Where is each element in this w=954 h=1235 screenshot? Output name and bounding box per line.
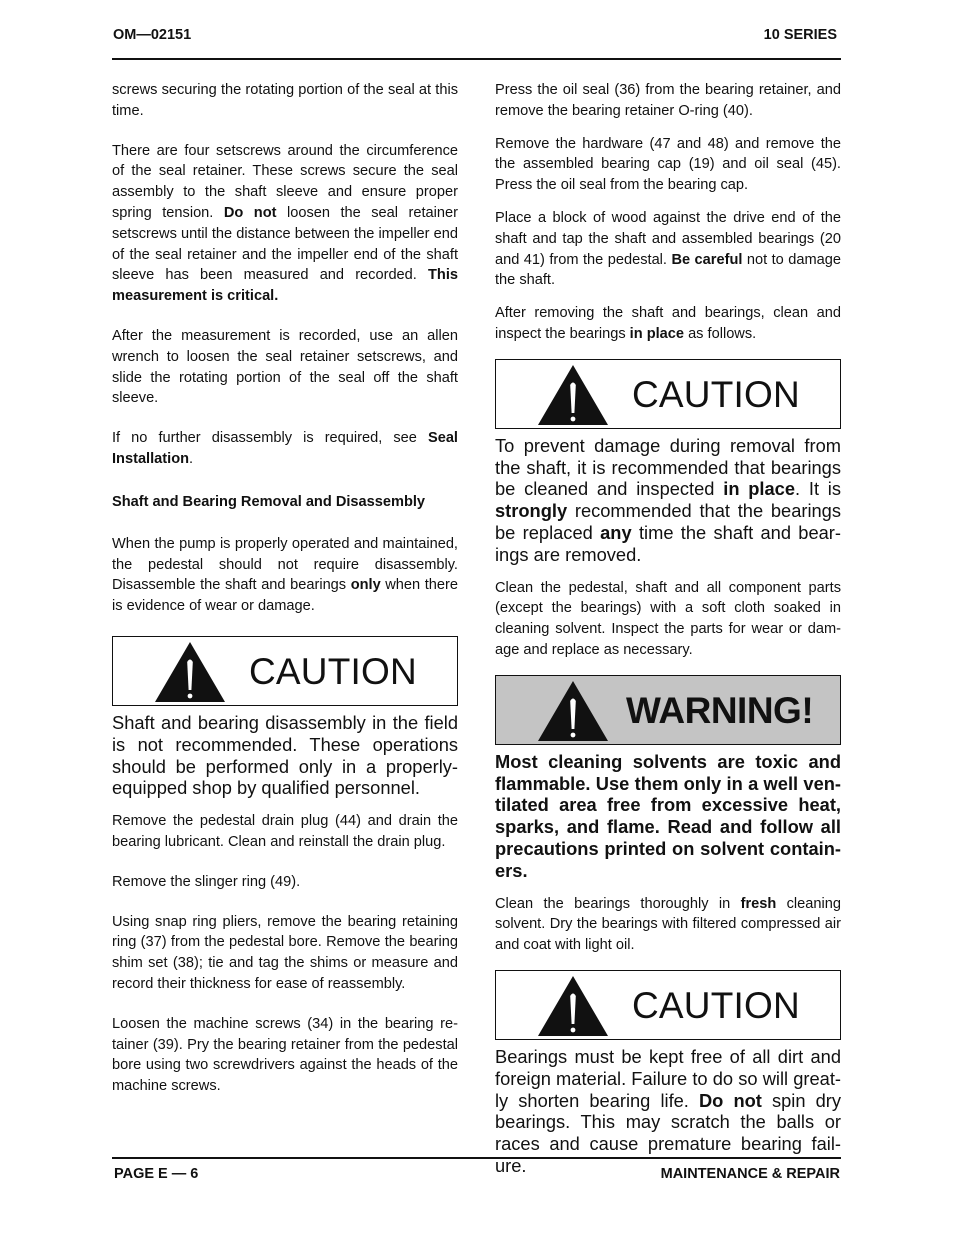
paragraph: There are four setscrews around the circumference of the seal retainer. These screws secure the seal assembly to the shaft sleeve and ensure proper spring tension. Do not loosen the seal retainer setscrews until the distance between the impeller end of the seal retainer and the impeller end of the shaft sleeve has been measured and recorded. This measurement is critical. — [112, 142, 458, 305]
paragraph: After the measurement is recorded, use an allen wrench to loosen the seal retainer setscrews, and slide the rotating portion of the seal off the shaft sleeve. — [112, 327, 458, 407]
caution-sign — [495, 359, 841, 429]
section-title: MAINTENANCE & REPAIR — [660, 1166, 840, 1182]
paragraph: Clean the pedestal, shaft and all component parts (except the bearings) with a soft cloth soaked in cleaning solvent. Inspect the parts for wear or damage and replace as necessary. — [495, 579, 841, 658]
paragraph: Clean the bearings thoroughly in fresh cleaning solvent. Dry the bearings with filtered compressed air and coat with light oil. — [495, 895, 841, 954]
warning-text: Most cleaning solvents are toxic and flammable. Use them only in a well ventilated area free from excessive heat, sparks, and flame. Read and follow all precautions printed on solvent containers. — [495, 750, 841, 881]
series-label: 10 SERIES — [763, 27, 837, 43]
warning-sign — [495, 675, 841, 745]
caution-label: CAUTION — [632, 984, 800, 1026]
paragraph: After removing the shaft and bearings, clean and inspect the bearings in place as follows. — [495, 305, 841, 342]
paragraph: When the pump is properly operated and maintained, the pedestal should not require disassembly. Disassemble the shaft and bearings only when there is evidence of wear or damage. — [112, 535, 458, 615]
section-heading: Shaft and Bearing Removal and Disassembly — [112, 493, 426, 510]
right-column — [495, 80, 841, 1189]
caution-label: CAUTION — [632, 373, 800, 415]
header-rule — [112, 58, 841, 60]
paragraph: Remove the slinger ring (49). — [112, 873, 301, 890]
left-column — [112, 80, 458, 1116]
paragraph: screws securing the rotating portion of the seal at this time. — [112, 82, 458, 119]
paragraph: Press the oil seal (36) from the bearing retainer, and remove the bearing retainer O-ring (40). — [495, 82, 841, 119]
paragraph: Remove the pedestal drain plug (44) and drain the bearing lubricant. Clean and reinstall the drain plug. — [112, 813, 458, 850]
paragraph: If no further disassembly is required, see Seal Installation. — [112, 430, 458, 467]
document-number: OM—02151 — [113, 27, 192, 43]
page-number: PAGE E — 6 — [114, 1166, 199, 1182]
caution-text: To prevent damage during removal from the shaft, it is recommended that bearings be cleaned and inspected in place. It is strongly recommended that the bearings be replaced any time the shaft and bearings are removed. — [495, 434, 842, 565]
caution-sign — [495, 970, 841, 1040]
exclamation-triangle-icon — [536, 974, 610, 1038]
caution-sign — [112, 636, 458, 706]
exclamation-triangle-icon — [153, 640, 227, 704]
caution-text: Bearings must be kept free of all dirt and foreign material. Failure to do so will greatly shorten bearing life. Do not spin dry bearings. This may scratch the balls or races and cause premature bearing failure. — [495, 1045, 841, 1176]
paragraph: Loosen the machine screws (34) in the bearing retainer (39). Pry the bearing retainer from the pedestal bore using two screwdrivers against the heads of the machine screws. — [112, 1015, 458, 1095]
paragraph: Remove the hardware (47 and 48) and remove the the assembled bearing cap (19) and oil seal (45). Press the oil seal from the bearing cap. — [495, 135, 841, 194]
exclamation-triangle-icon — [536, 363, 610, 427]
warning-label: WARNING! — [626, 689, 814, 731]
caution-label: CAUTION — [249, 650, 417, 692]
paragraph: Place a block of wood against the drive end of the shaft and tap the shaft and assembled bearings (20 and 41) from the pedestal. Be careful not to damage the shaft. — [495, 209, 841, 289]
footer-rule — [112, 1157, 841, 1159]
exclamation-triangle-icon — [536, 679, 610, 743]
paragraph: Using snap ring pliers, remove the bearing retaining ring (37) from the pedestal bore. Remove the bearing shim set (38); tie and tag the shims or measure and record their thickness for ease of reassembly. — [112, 913, 458, 992]
caution-text: Shaft and bearing disassembly in the field is not recommended. These operations should be performed only in a properly-equipped shop by qualified personnel. — [112, 711, 458, 799]
